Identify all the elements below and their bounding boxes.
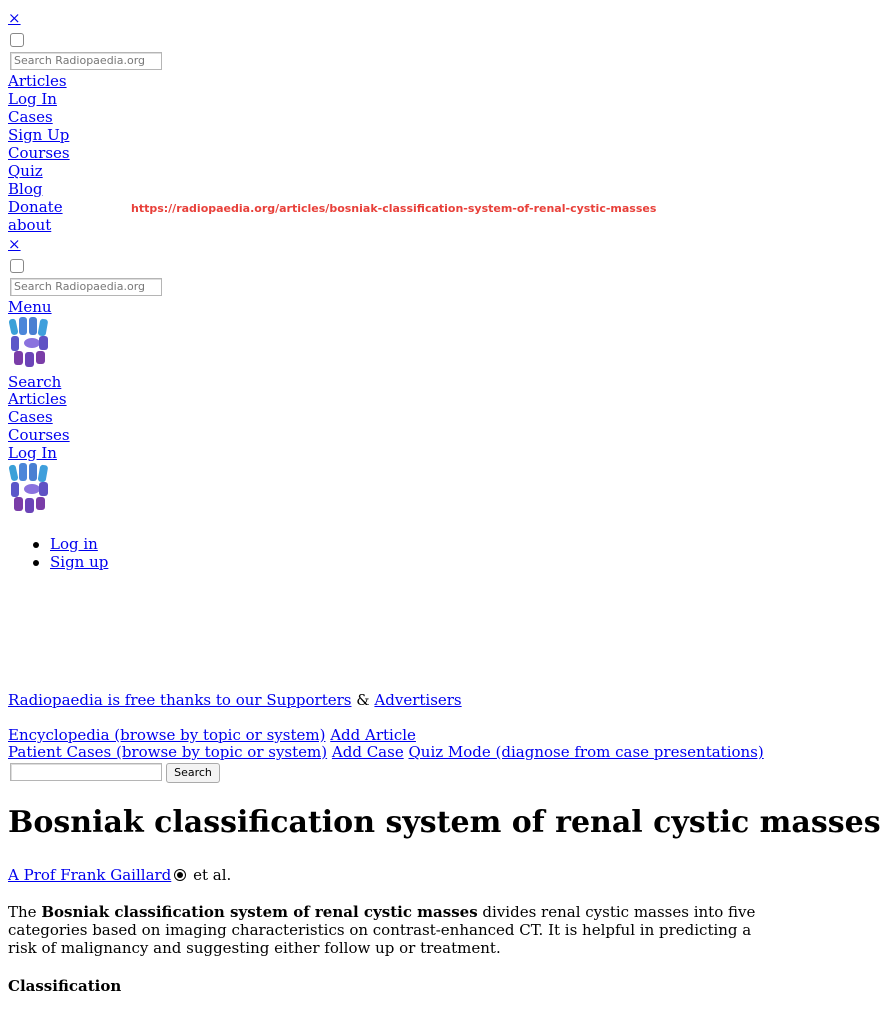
list-item — [50, 535, 108, 553]
author-link[interactable]: A Prof Frank Gaillard — [8, 866, 172, 884]
menu-link-cases[interactable]: Cases — [8, 108, 53, 126]
supporters-link[interactable]: Radiopaedia is free thanks to our Supporters — [8, 691, 352, 709]
encyclopedia-link[interactable]: Encyclopedia (browse by topic or system) — [8, 726, 326, 744]
supporters-line — [8, 691, 462, 709]
page-title: Bosniak classification system of renal cystic masses — [8, 805, 881, 840]
radiopaedia-logo-icon[interactable] — [8, 316, 52, 370]
nav-cases[interactable]: Cases — [8, 408, 53, 426]
menu-link-donate[interactable]: Donate — [8, 198, 63, 216]
author-suffix: et al. — [193, 866, 232, 884]
menu-link-sign-up[interactable]: Sign Up — [8, 126, 70, 144]
menu-toggle-checkbox[interactable] — [10, 33, 24, 47]
menu-toggle-checkbox[interactable] — [10, 259, 24, 273]
sign-up-link[interactable]: Sign up — [50, 553, 109, 571]
author-line — [8, 866, 231, 884]
account-list — [50, 535, 108, 571]
menu-search-input[interactable]: Search Radiopaedia.org — [10, 52, 162, 70]
site-search-input[interactable] — [10, 763, 162, 781]
quiz-mode-link[interactable]: Quiz Mode (diagnose from case presentations) — [408, 743, 764, 761]
menu-button[interactable]: Menu — [8, 298, 52, 316]
patient-cases-link[interactable]: Patient Cases (browse by topic or system) — [8, 743, 328, 761]
intro-body: divides renal cystic masses into five categories based on imaging characteristics on contrast-enhanced CT. It is helpful in predicting a risk of malignancy and suggesting either follow up or treatment. — [8, 903, 756, 957]
intro-bold-term: Bosniak classification system of renal cystic masses — [41, 903, 478, 921]
intro-prefix: The — [8, 903, 37, 921]
site-nav-row-1 — [8, 726, 416, 744]
ampersand-text: & — [356, 691, 370, 709]
nav-articles[interactable]: Articles — [8, 390, 67, 408]
radiopaedia-logo-icon[interactable] — [8, 462, 52, 516]
list-item — [50, 553, 108, 571]
menu-search-input[interactable]: Search Radiopaedia.org — [10, 278, 162, 296]
add-case-link[interactable]: Add Case — [331, 743, 404, 761]
menu-link-blog[interactable]: Blog — [8, 180, 43, 198]
add-article-link[interactable]: Add Article — [330, 726, 416, 744]
menu-link-about[interactable]: about — [8, 216, 52, 234]
menu-link-courses[interactable]: Courses — [8, 144, 70, 162]
menu-link-quiz[interactable]: Quiz — [8, 162, 43, 180]
nav-courses[interactable]: Courses — [8, 426, 70, 444]
author-badge-icon — [174, 869, 186, 881]
site-nav-row-2 — [8, 743, 764, 761]
section-heading-classification: Classification — [8, 977, 122, 995]
page-url-banner: https://radiopaedia.org/articles/bosniak-classification-system-of-renal-cystic-masses — [131, 202, 657, 215]
log-in-link[interactable]: Log in — [50, 535, 98, 553]
advertisers-link[interactable]: Advertisers — [374, 691, 462, 709]
article-intro — [8, 903, 760, 957]
menu-link-articles[interactable]: Articles — [8, 72, 67, 90]
close-menu-icon[interactable]: × — [8, 9, 21, 27]
nav-log-in[interactable]: Log In — [8, 444, 57, 462]
site-search-button[interactable]: Search — [166, 763, 220, 783]
close-menu-icon[interactable]: × — [8, 235, 21, 253]
menu-link-log-in[interactable]: Log In — [8, 90, 57, 108]
nav-search[interactable]: Search — [8, 373, 62, 391]
